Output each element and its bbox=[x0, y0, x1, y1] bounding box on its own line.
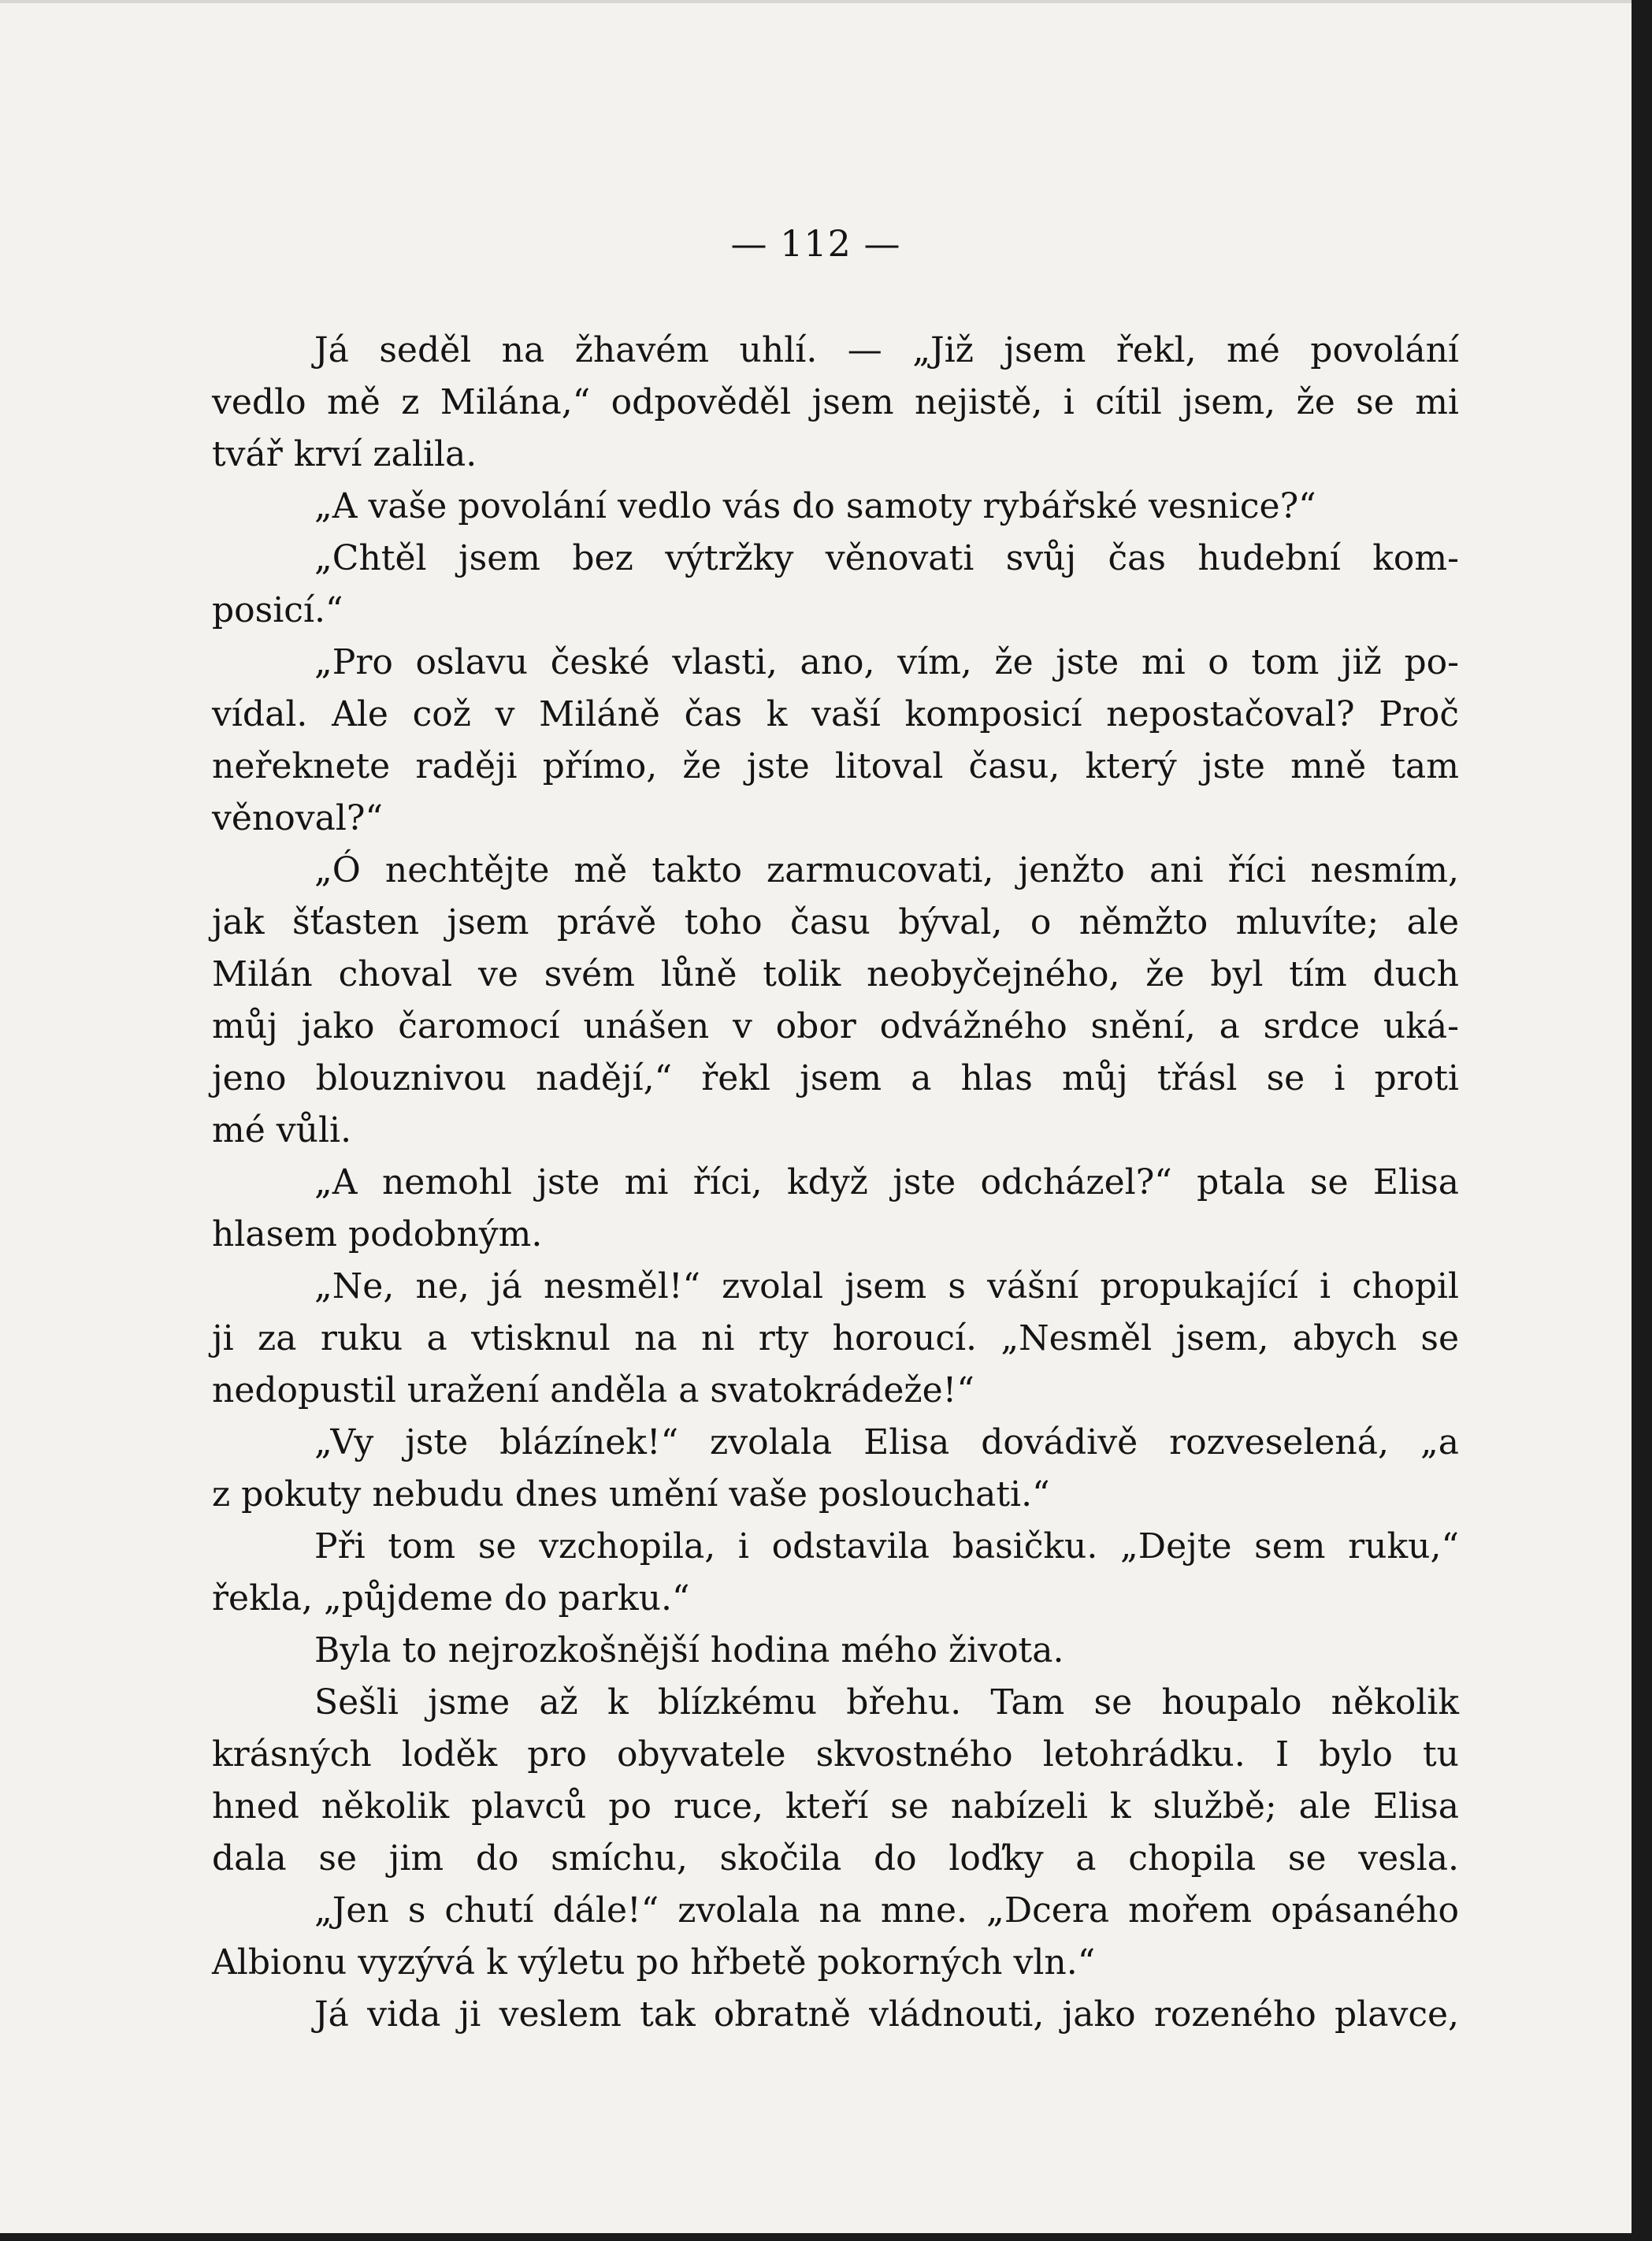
text-line: vídal. Ale což v Miláně čas k vaší komposicí nepostačoval? Proč bbox=[212, 694, 1459, 734]
page-number: — 112 — bbox=[730, 222, 901, 265]
text-line: „A nemohl jste mi říci, když jste odcházel?“ ptala se Elisa bbox=[314, 1162, 1459, 1202]
text-line: „Vy jste blázínek!“ zvolala Elisa dovádivě rozveselená, „a bbox=[314, 1422, 1459, 1462]
text-line: jeno blouznivou nadějí,“ řekl jsem a hlas můj třásl se i proti bbox=[212, 1058, 1459, 1098]
text-line: „Jen s chutí dále!“ zvolala na mne. „Dcera mořem opásaného bbox=[314, 1890, 1459, 1931]
text-line: věnoval?“ bbox=[212, 798, 383, 838]
page-bottom-edge bbox=[0, 2233, 1652, 2241]
text-line: Milán choval ve svém lůně tolik neobyčejného, že byl tím duch bbox=[212, 954, 1459, 994]
page-top-edge bbox=[0, 0, 1652, 3]
text-line: Já vida ji veslem tak obratně vládnouti, jako rozeného plavce, bbox=[314, 1994, 1459, 2035]
text-line: ji za ruku a vtisknul na ni rty horoucí. „Nesměl jsem, abych se bbox=[212, 1318, 1459, 1358]
text-line: nedopustil uražení anděla a svatokrádeže!“ bbox=[212, 1370, 974, 1410]
text-line: „Ne, ne, já nesměl!“ zvolal jsem s vášní propukající i chopil bbox=[314, 1266, 1459, 1306]
text-line: jak šťasten jsem právě toho času býval, o němžto mluvíte; ale bbox=[212, 902, 1459, 942]
text-line: hlasem podobným. bbox=[212, 1214, 543, 1254]
text-line: „Ó nechtějte mě takto zarmucovati, jenžto ani říci nesmím, bbox=[314, 850, 1459, 890]
text-line: hned několik plavců po ruce, kteří se nabízeli k službě; ale Elisa bbox=[212, 1786, 1459, 1827]
text-line: z pokuty nebudu dnes umění vaše poslouchati.“ bbox=[212, 1474, 1050, 1514]
text-line: Albionu vyzývá k výletu po hřbetě pokorných vln.“ bbox=[212, 1942, 1096, 1983]
text-line: krásných loděk pro obyvatele skvostného letohrádku. I bylo tu bbox=[212, 1734, 1459, 1775]
text-line: vedlo mě z Milána,“ odpověděl jsem nejistě, i cítil jsem, že se mi bbox=[212, 382, 1459, 422]
text-line: neřeknete raději přímo, že jste litoval času, který jste mně tam bbox=[212, 746, 1459, 786]
text-line: mé vůli. bbox=[212, 1110, 352, 1150]
text-line: Já seděl na žhavém uhlí. — „Již jsem řekl, mé povolání bbox=[314, 330, 1459, 370]
text-line: můj jako čaromocí unášen v obor odvážného snění, a srdce uká- bbox=[212, 1006, 1459, 1046]
text-line: „Pro oslavu české vlasti, ano, vím, že jste mi o tom již po- bbox=[314, 642, 1459, 682]
text-line: posicí.“ bbox=[212, 590, 343, 630]
text-line: řekla, „půjdeme do parku.“ bbox=[212, 1578, 690, 1618]
text-line: „A vaše povolání vedlo vás do samoty rybářské vesnice?“ bbox=[314, 486, 1316, 526]
text-line: Při tom se vzchopila, i odstavila basičku. „Dejte sem ruku,“ bbox=[314, 1526, 1459, 1566]
page-right-edge bbox=[1632, 0, 1652, 2241]
text-line: tvář krví zalila. bbox=[212, 434, 477, 474]
text-line: dala se jim do smíchu, skočila do loďky a chopila se vesla. bbox=[212, 1838, 1459, 1879]
text-line: Sešli jsme až k blízkému břehu. Tam se houpalo několik bbox=[314, 1682, 1459, 1723]
text-line: Byla to nejrozkošnější hodina mého života. bbox=[314, 1630, 1064, 1671]
text-line: „Chtěl jsem bez výtržky věnovati svůj čas hudební kom- bbox=[314, 538, 1459, 578]
body-text bbox=[212, 325, 1459, 2041]
